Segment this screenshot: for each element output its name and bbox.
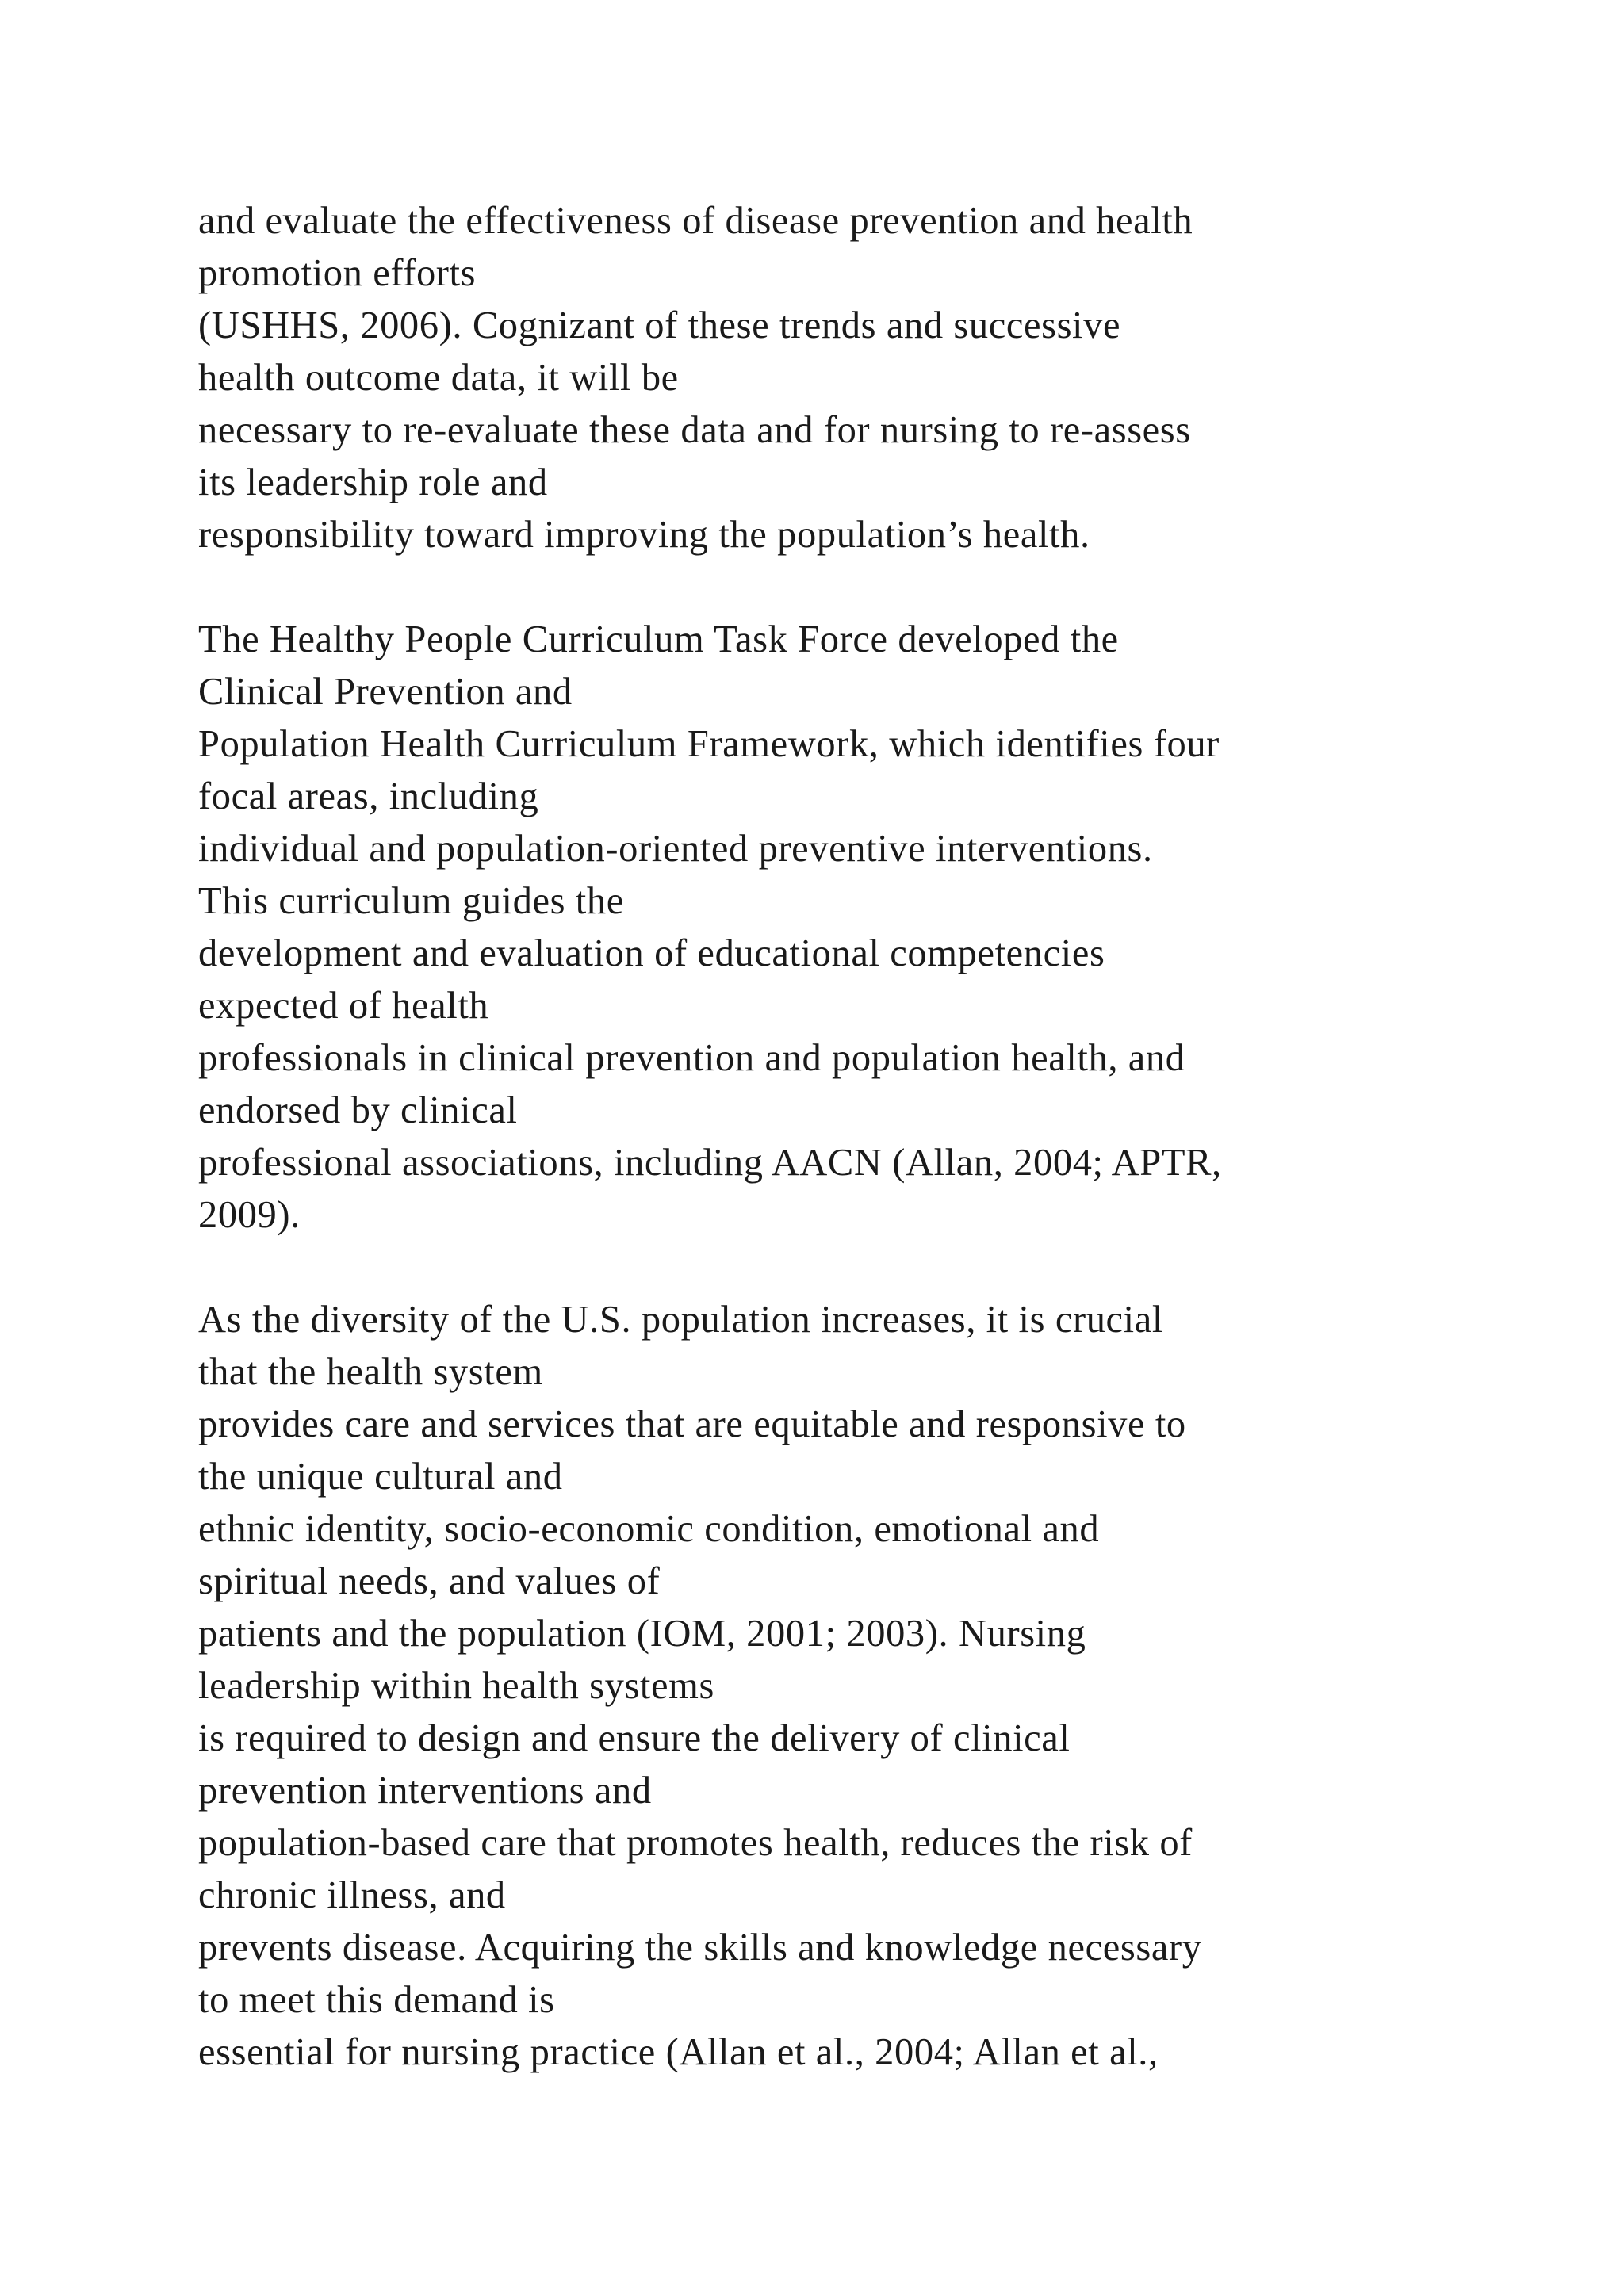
text-line: to meet this demand is [198, 1979, 555, 2021]
text-line: responsibility toward improving the population’s health. [198, 514, 1090, 556]
text-line: leadership within health systems [198, 1665, 714, 1707]
text-line: (USHHS, 2006). Cognizant of these trends and successive [198, 304, 1121, 346]
text-line: patients and the population (IOM, 2001; 2003). Nursing [198, 1613, 1086, 1655]
text-line: professional associations, including AACN (Allan, 2004; APTR, [198, 1142, 1222, 1184]
text-line: This curriculum guides the [198, 880, 624, 922]
text-line: individual and population-oriented preventive interventions. [198, 828, 1153, 870]
paragraph-spacer [198, 561, 1546, 614]
text-line: population-based care that promotes health, reduces the risk of [198, 1822, 1193, 1864]
text-line: ethnic identity, socio-economic condition, emotional and [198, 1508, 1100, 1550]
paragraph-3 [198, 1294, 1546, 2079]
text-line: The Healthy People Curriculum Task Force developed the [198, 618, 1119, 660]
text-line: the unique cultural and [198, 1456, 563, 1498]
text-line: Population Health Curriculum Framework, which identifies four [198, 723, 1220, 765]
text-line: prevents disease. Acquiring the skills and knowledge necessary [198, 1927, 1202, 1969]
text-line: necessary to re-evaluate these data and for nursing to re-assess [198, 409, 1191, 451]
text-line: spiritual needs, and values of [198, 1560, 661, 1602]
text-line: focal areas, including [198, 775, 539, 817]
document-body [198, 195, 1546, 2079]
text-line: expected of health [198, 985, 489, 1027]
text-line: prevention interventions and [198, 1770, 652, 1812]
text-line: health outcome data, it will be [198, 357, 679, 399]
text-line: provides care and services that are equitable and responsive to [198, 1403, 1186, 1445]
text-line: 2009). [198, 1194, 301, 1236]
paragraph-spacer [198, 1242, 1546, 1294]
text-line: promotion efforts [198, 252, 477, 294]
text-line: its leadership role and [198, 461, 548, 503]
text-line: endorsed by clinical [198, 1089, 518, 1131]
text-line: is required to design and ensure the delivery of clinical [198, 1717, 1071, 1759]
text-line: that the health system [198, 1351, 543, 1393]
paragraph-1 [198, 195, 1546, 561]
paragraph-2 [198, 614, 1546, 1242]
text-line: and evaluate the effectiveness of disease prevention and health [198, 200, 1193, 242]
text-line: development and evaluation of educational competencies [198, 932, 1105, 974]
text-line: essential for nursing practice (Allan et al., 2004; Allan et al., [198, 2031, 1159, 2073]
text-line: chronic illness, and [198, 1874, 506, 1916]
text-line: As the diversity of the U.S. population increases, it is crucial [198, 1299, 1163, 1341]
text-line: professionals in clinical prevention and population health, and [198, 1037, 1185, 1079]
text-line: Clinical Prevention and [198, 671, 573, 713]
